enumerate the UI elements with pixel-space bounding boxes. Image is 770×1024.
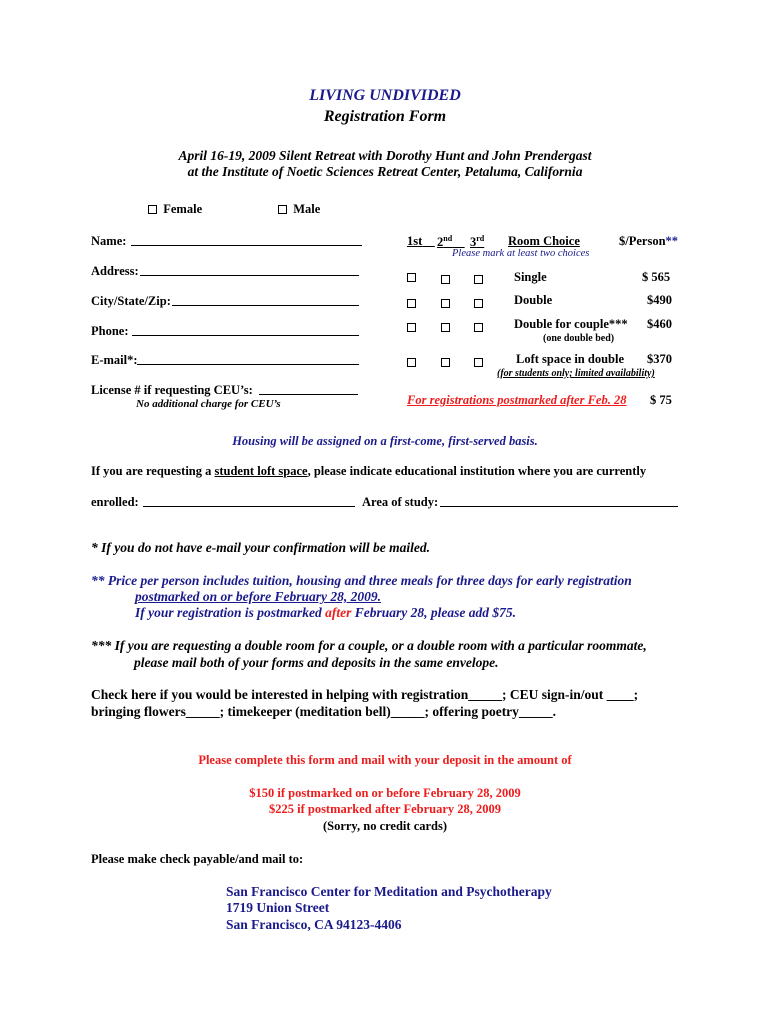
- choice-hint: Please mark at least two choices: [452, 248, 590, 259]
- address-org: San Francisco Center for Meditation and Psychotherapy: [226, 884, 552, 899]
- couple-price: $460: [647, 317, 672, 331]
- col-2nd: 2nd: [437, 234, 453, 250]
- address-street: 1719 Union Street: [226, 900, 330, 915]
- loft-note: (for students only; limited availability): [497, 368, 655, 379]
- email-label: E-mail*:: [91, 353, 138, 367]
- address-field[interactable]: [140, 275, 359, 276]
- form-title: LIVING UNDIVIDED: [309, 87, 461, 104]
- col-1st: 1st: [407, 234, 423, 248]
- note-price-1: ** Price per person includes tuition, housing and three meals for three days for early registration: [91, 573, 632, 588]
- female-checkbox[interactable]: [148, 205, 157, 214]
- male-label: Male: [293, 202, 321, 216]
- female-label: Female: [163, 202, 203, 216]
- payment-no-cards: (Sorry, no credit cards): [322, 819, 448, 833]
- note-price-3: If your registration is postmarked after February 28, please add $75.: [135, 605, 517, 620]
- volunteer-line-2: bringing flowers_____; timekeeper (meditation bell)_____; offering poetry_____.: [91, 704, 557, 719]
- double-2nd-checkbox[interactable]: [441, 299, 450, 308]
- couple-2nd-checkbox[interactable]: [441, 323, 450, 332]
- area-label: Area of study:: [362, 495, 439, 509]
- couple-3rd-checkbox[interactable]: [474, 323, 483, 332]
- phone-label: Phone:: [91, 324, 129, 338]
- housing-note: Housing will be assigned on a first-come, first-served basis.: [232, 434, 538, 448]
- loft-price: $370: [647, 352, 672, 366]
- city-label: City/State/Zip:: [91, 294, 171, 308]
- couple-note: (one double bed): [543, 333, 615, 344]
- single-label: Single: [514, 270, 547, 284]
- loft-2nd-checkbox[interactable]: [441, 358, 450, 367]
- city-field[interactable]: [172, 305, 359, 306]
- address-city: San Francisco, CA 94123-4406: [226, 917, 402, 932]
- payment-heading: Please complete this form and mail with your deposit in the amount of: [198, 753, 572, 767]
- double-3rd-checkbox[interactable]: [474, 299, 483, 308]
- single-price: $ 565: [642, 270, 671, 284]
- single-1st-checkbox[interactable]: [407, 273, 416, 282]
- license-field[interactable]: [259, 394, 358, 395]
- couple-1st-checkbox[interactable]: [407, 323, 416, 332]
- payment-late: $225 if postmarked after February 28, 2009: [268, 802, 502, 816]
- single-2nd-checkbox[interactable]: [441, 275, 450, 284]
- name-label: Name:: [91, 234, 127, 248]
- col-room-choice: Room Choice: [508, 234, 580, 248]
- loft-1st-checkbox[interactable]: [407, 358, 416, 367]
- double-price: $490: [647, 293, 672, 307]
- col-price: $/Person**: [619, 234, 679, 248]
- late-registration-price: $ 75: [650, 393, 672, 407]
- single-row: [407, 270, 416, 285]
- address-label: Address:: [91, 264, 139, 278]
- loft-label: Loft space in double: [516, 352, 625, 366]
- note-email: * If you do not have e-mail your confirmation will be mailed.: [91, 540, 430, 555]
- volunteer-line-1: Check here if you would be interested in helping with registration_____; CEU sign-in/out ____;: [91, 687, 639, 702]
- double-label: Double: [514, 293, 553, 307]
- loft-3rd-checkbox[interactable]: [474, 358, 483, 367]
- event-line-1: April 16-19, 2009 Silent Retreat with Dorothy Hunt and John Prendergast: [178, 148, 592, 163]
- male-option[interactable]: [278, 202, 320, 217]
- ceu-note: No additional charge for CEU’s: [136, 398, 281, 410]
- form-subtitle: Registration Form: [323, 108, 447, 125]
- male-checkbox[interactable]: [278, 205, 287, 214]
- note-double-1: *** If you are requesting a double room for a couple, or a double room with a particular roommate,: [91, 638, 647, 653]
- female-option[interactable]: [148, 202, 202, 217]
- event-line-2: at the Institute of Noetic Sciences Retreat Center, Petaluma, California: [187, 164, 583, 179]
- enrolled-field[interactable]: [143, 506, 355, 507]
- student-line: If you are requesting a student loft space, please indicate educational institution where you are currently: [91, 464, 647, 478]
- late-registration-note: For registrations postmarked after Feb. 28: [407, 393, 627, 407]
- email-field[interactable]: [137, 364, 359, 365]
- name-field[interactable]: [131, 245, 362, 246]
- payable-label: Please make check payable/and mail to:: [91, 852, 304, 866]
- col-3rd: 3rd: [470, 234, 485, 250]
- note-double-2: please mail both of your forms and deposits in the same envelope.: [134, 655, 499, 670]
- couple-label: Double for couple***: [514, 317, 628, 331]
- license-label: License # if requesting CEU’s:: [91, 383, 253, 397]
- payment-early: $150 if postmarked on or before February 28, 2009: [249, 786, 521, 800]
- note-price-2: postmarked on or before February 28, 2009.: [135, 589, 381, 604]
- area-field[interactable]: [440, 506, 678, 507]
- single-3rd-checkbox[interactable]: [474, 275, 483, 284]
- enrolled-label: enrolled:: [91, 495, 139, 509]
- phone-field[interactable]: [132, 335, 359, 336]
- double-1st-checkbox[interactable]: [407, 299, 416, 308]
